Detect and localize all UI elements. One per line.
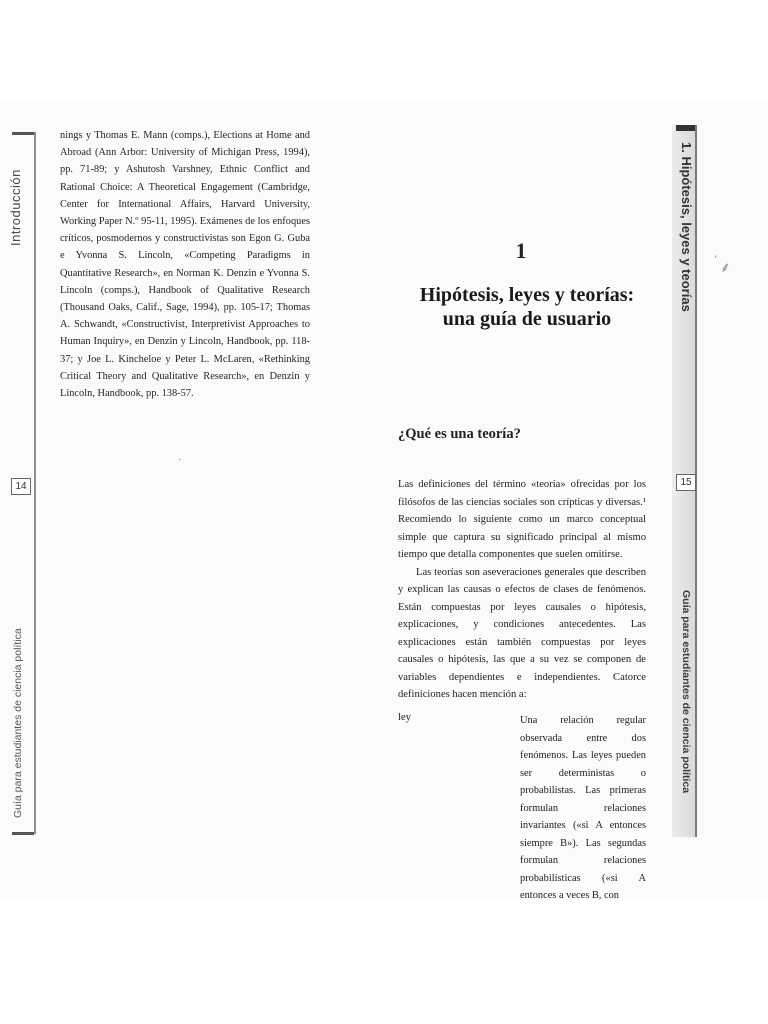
right-running-subtitle: Guía para estudiantes de ciencia política: [680, 590, 692, 794]
chapter-title-line-1: Hipótesis, leyes y teorías:: [419, 284, 635, 306]
section-heading: ¿Qué es una teoría?: [398, 426, 521, 442]
chapter-number: 1: [515, 238, 527, 263]
left-running-title: Introducción: [8, 169, 23, 246]
right-band-cap: [676, 125, 696, 131]
chapter-title: [402, 283, 652, 331]
left-margin-rule: [34, 132, 36, 834]
left-page-number: 14: [11, 478, 31, 495]
stray-mark-right: ‘: [714, 254, 718, 265]
right-running-title: 1. Hipótesis, leyes y teorías: [679, 142, 694, 312]
right-page-number: 15: [676, 474, 696, 491]
pencil-mark: ⸙: [720, 261, 731, 276]
left-running-subtitle: Guía para estudiantes de ciencia política: [12, 628, 24, 818]
footnote-block: [60, 127, 310, 402]
body-text: [398, 476, 646, 704]
definition-term: ley: [398, 712, 411, 723]
definition-text: Una relación regular observada entre dos fenómenos. Las leyes pueden ser deterministas o probabilistas. Las primeras formulan relaciones invariantes («si A entonces siempre B»). Las segundas formulan relaciones probabilísticas («si A entonces a veces B, con: [520, 715, 646, 901]
left-rule-cap-bottom: [12, 832, 34, 835]
chapter-title-line-2: una guía de usuario: [442, 308, 612, 330]
footnote-text: nings y Thomas E. Mann (comps.), Elections at Home and Abroad (Ann Arbor: University of Michigan Press, 1994), pp. 71-89; y Ashutosh Varshney, Ethnic Conflict and Rational Choice: A Theoretical Engagement (Cambridge, Center for International Affairs, Harvard University, Working Paper N.º 95-11, 1995). Exámenes de los enfoques críticos, posmodernos y constructivistas son Egon G. Guba e Yvonna S. Lincoln, «Competing Paradigms in Quantitative Research», en Norman K. Denzin e Yvonna S. Lincoln (comps.), Handbook of Qualitative Research (Thousand Oaks, Calif., Sage, 1994), pp. 105-17; Thomas A. Schwandt, «Constructivist, Interpretivist Approaches to Human Inquiry», en Denzin y Lincoln, Handbook, pp. 118-37; y Joe L. Kincheloe y Peter L. McLaren, «Rethinking Critical Theory and Qualitative Research», en Denzin y Lincoln, Handbook, pp. 138-57.: [60, 130, 310, 400]
paragraph-2: Las teorías son aseveraciones generales que describen y explican las causas o efectos de clases de fenómenos. Están compuestas por leyes causales o hipótesis, explicaciones, y condiciones antecedentes. Las explicaciones están también compuestas por leyes causales o hipótesis, las que a su vez se componen de variables dependientes e independientes. Catorce definiciones hacen mención a:: [398, 566, 646, 700]
stray-mark: ·: [178, 455, 182, 466]
paragraph-1: Las definiciones del término «teoría» ofrecidas por los filósofos de las ciencias sociales son crípticas y diversas.¹ Recomiendo lo siguiente como un marco conceptual simple que captura su significado principal al mismo tiempo que detalla componentes que suelen omitirse.: [398, 479, 646, 560]
